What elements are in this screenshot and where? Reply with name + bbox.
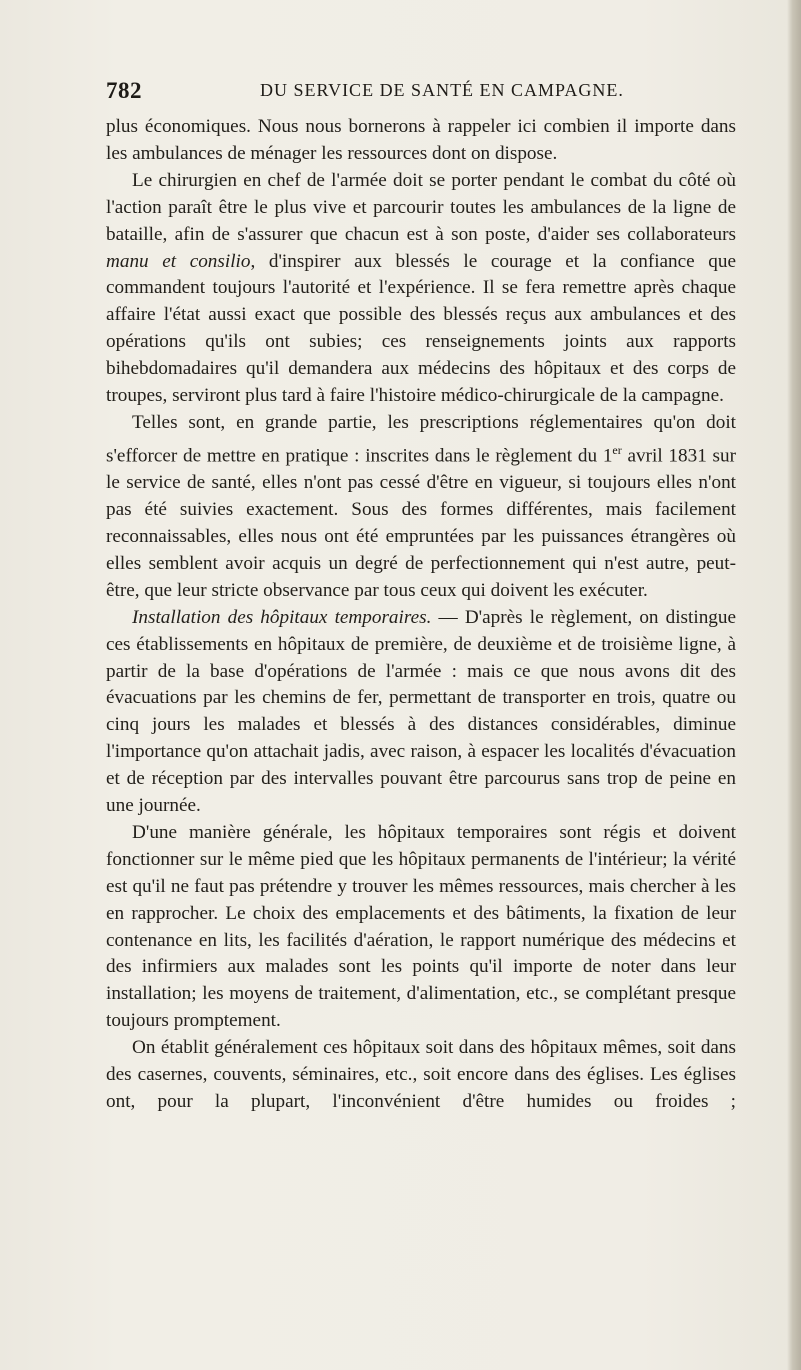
paragraph-3-text: Telles sont, en grande partie, les prescriptions réglementaires qu'on doit s'efforcer de mettre en pratique : inscrites dans le règlement du <box>106 411 736 467</box>
paragraph-3 <box>106 410 736 605</box>
page-edge-shadow <box>787 0 801 1370</box>
paragraph-2 <box>106 168 736 410</box>
paragraph-5-text: D'une manière générale, les hôpitaux temporaires sont régis et doivent fonctionner sur le même pied que les hôpitaux permanents de l'intérieur; la vérité est qu'il ne faut pas prétendre y trouver les mêmes ressources, mais chercher à les en rapprocher. Le choix des emplacements et des bâtiments, la fixation de leur contenance en lits, les facilités d'aération, le rapport numérique des médecins et des infirmiers aux malades sont les points qu'il importe de noter dans leur installation; les moyens de traitement, d'alimentation, etc., se complétant presque toujours promptement. <box>106 821 736 1032</box>
paragraph-4-text: — D'après le règlement, on distingue ces établissements en hôpitaux de première, de deuxième et de troisième ligne, à partir de la base d'opérations de l'armée : mais ce que nous avons dit des évacuations par les chemins de fer, permettant de transporter en trois, quatre ou cinq jours les malades et blessés à des distances considérables, diminue l'importance qu'on attachait jadis, avec raison, à espacer les localités d'évacuation et de réception par des intervalles pouvant être parcourus sans trop de peine en une journée. <box>106 606 736 817</box>
paragraph-2-text: Le chirurgien en chef de l'armée doit se porter pendant le combat du côté où l'action paraît être le plus vive et parcourir toutes les ambulances de la ligne de bataille, afin de s'assurer que chacun est à son poste, d'aider ses collaborateurs <box>106 169 736 245</box>
paragraph-2-text-cont: , d'inspirer aux blessés le courage et la confiance que commandent toujours l'autorité et l'expérience. Il se fera remettre après chaque affaire l'état aussi exact que possible des blessés reçus aux ambulances et des opérations qu'ils ont subies; ces renseignements joints aux rapports bihebdomadaires qu'il demandera aux médecins des hôpitaux et des corps de troupes, serviront plus tard à faire l'histoire médico-chirurgicale de la campagne. <box>106 250 736 407</box>
paragraph-3-text-cont: avril 1831 sur le service de santé, elles n'ont pas cessé d'être en vigueur, si toujours elles n'ont pas été suivies exactement. Sous des formes différentes, mais facilement reconnaissables, elles nous ont été empruntées par les puissances étrangères où elles semblent avoir acquis un degré de perfectionnement qui n'est autre, peut-être, que leur stricte observance par tous ceux qui doivent les exécuter. <box>106 445 736 601</box>
running-title: DU SERVICE DE SANTÉ EN CAMPAGNE. <box>260 80 624 100</box>
section-heading: Installation des hôpitaux temporaires. <box>132 606 432 628</box>
date-day: 1 <box>602 445 613 467</box>
paragraph-1 <box>106 114 736 168</box>
paragraph-6 <box>106 1035 736 1116</box>
running-header <box>106 78 736 108</box>
paragraph-4 <box>106 605 736 820</box>
paragraph-6-text: On établit généralement ces hôpitaux soit dans des hôpitaux mêmes, soit dans des casernes, couvents, séminaires, etc., soit encore dans des églises. Les églises ont, pour la plupart, l'inconvénient d'être humides ou froides ; <box>106 1037 736 1113</box>
paragraph-1-text: plus économiques. Nous nous bornerons à rappeler ici combien il importe dans les ambulances de ménager les ressources dont on dispose. <box>106 116 736 164</box>
body-text <box>106 114 736 1116</box>
page-number: 782 <box>106 78 142 103</box>
paragraph-5 <box>106 820 736 1035</box>
latin-phrase: manu et consilio <box>106 250 251 272</box>
ordinal-suffix: er <box>612 442 622 457</box>
